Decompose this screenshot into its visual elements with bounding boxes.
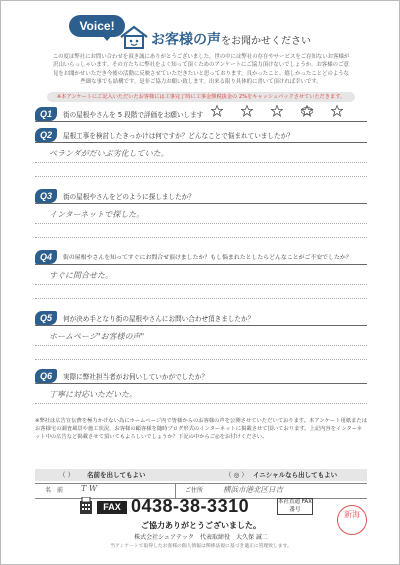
question-number: Q6 xyxy=(35,369,57,383)
question-number: Q1 xyxy=(35,107,57,121)
question-number: Q5 xyxy=(35,311,57,325)
name-label: 名 前 xyxy=(45,487,64,494)
publication-options xyxy=(35,469,367,481)
answer-line xyxy=(35,176,367,177)
question-text: 街の屋根やさんを知ってすぐにお問合せ頂けましたか？もし悩まれたとしたらどんなことがご不安でしたか？ xyxy=(63,255,352,261)
answer-line xyxy=(35,237,367,238)
house-icon xyxy=(119,25,149,49)
question-5 xyxy=(35,313,367,341)
answer-text: インターネットで探した。 xyxy=(49,210,145,219)
fax-direct-label: 本社直通 FAX番号 xyxy=(277,498,313,515)
question-1 xyxy=(35,109,367,122)
answer-line xyxy=(35,345,367,346)
star-icon xyxy=(331,105,343,117)
question-text: 何が決め手となり街の屋根やさんにお問い合わせ頂きましたか？ xyxy=(63,315,255,323)
question-text: 屋根工事を検討したきっかけは何ですか？どんなことで悩まれていましたか？ xyxy=(63,132,294,140)
question-2 xyxy=(35,130,367,158)
question-number: Q4 xyxy=(35,250,57,264)
answer-text: すぐに問合せた。 xyxy=(49,271,113,280)
address-value: 横浜市港北区日吉 xyxy=(223,485,283,494)
answer-line xyxy=(35,298,367,299)
intro-text: この度は弊社にお問い合わせを頂き誠にありがとうございました。世の中には弊社の存在やサービスをご存知ないお客様が沢山いらっしゃいます。その方たちに弊社をよく知って頂くためのアンケートにご協力頂けないでしょうか。お客様のご意見をお聞かせいただき今後の活動に反映させていただきたいと思っております。良かったこと、嬉しかったことどのような些細な事でも結構です。是非ご協力お願い致します。出来る限り具体的に書いて頂ければ幸いです。 xyxy=(52,54,350,85)
answer-line xyxy=(35,162,367,163)
answer-line xyxy=(35,223,367,224)
name-stamp: 新海 xyxy=(337,505,367,535)
voice-badge: Voice! xyxy=(69,15,125,37)
answer-text: ベランダがだいぶ劣化していた。 xyxy=(49,149,169,158)
star-icon xyxy=(241,105,253,117)
answer-text: ホームページ"お客様の声" xyxy=(49,332,145,341)
publication-notes: ※弊社は広告宣伝費を極力かけない為にホームページ内で皆様からのお客様の声を公開させていただいております。本アンケート用紙またはお客様宅の調査風景や施工状況、お客様の顧客様を随時ブログ形式のインターネットに掲載させて頂いております。上記内容をインターネット中の広告など掲載させて頂いてもよろしいでしょうか？下記の中からご◎をお付けください。 xyxy=(35,418,368,441)
question-4 xyxy=(35,252,367,280)
answer-line xyxy=(35,403,367,404)
cashback-notice: ※本アンケートにご記入いただいたお客様には工事完了時に工事金額税抜金の 2%をキャッシュバックさせていただきます。 xyxy=(47,92,355,102)
star-icon xyxy=(271,105,283,117)
page-title xyxy=(151,29,311,49)
question-number: Q2 xyxy=(35,128,57,142)
question-3 xyxy=(35,191,367,219)
question-number: Q3 xyxy=(35,189,57,203)
question-text: 街の屋根やさんをどのように探しましたか？ xyxy=(63,193,195,201)
privacy-note: 当アンケートで取得したお客様の個人情報は関係法規に基づき適正に管理致します。 xyxy=(110,544,292,549)
answer-text: 丁寧に対応いただいた。 xyxy=(49,390,137,399)
question-text: 街の屋根やさんを 5 段階で評価をお願いします xyxy=(63,111,204,119)
initial-option-label: イニシャルなら出してもよい xyxy=(253,471,338,479)
question-text: 実際に弊社担当者がお伺いしていかがでしたか？ xyxy=(63,373,209,381)
name-value: T W xyxy=(81,484,98,493)
answer-line xyxy=(35,359,367,360)
thanks-message: ご協力ありがとうございました。 xyxy=(141,521,261,530)
star-icon xyxy=(211,105,223,117)
fax-machine-icon xyxy=(79,497,93,515)
star-icon-selected xyxy=(301,105,313,117)
rating-stars xyxy=(211,105,343,117)
fax-number: 0438-38-3310 xyxy=(131,496,250,516)
address-label: ご住所 xyxy=(185,487,204,494)
name-option-mark: （ ） xyxy=(59,471,75,479)
voice-badge-tail xyxy=(101,34,113,41)
name-option-label: 名前を出してもよい xyxy=(87,471,146,479)
title-main: お客様の声 xyxy=(151,32,221,48)
fax-badge: FAX xyxy=(97,501,127,514)
question-6 xyxy=(35,371,367,399)
company-line: 株式会社シェアテック 代表取締役 大久保 誠二 xyxy=(134,534,268,541)
answer-line xyxy=(35,284,367,285)
title-sub: をお聞かせください xyxy=(221,36,311,47)
initial-option-mark: （ ◎ ） xyxy=(225,471,248,479)
